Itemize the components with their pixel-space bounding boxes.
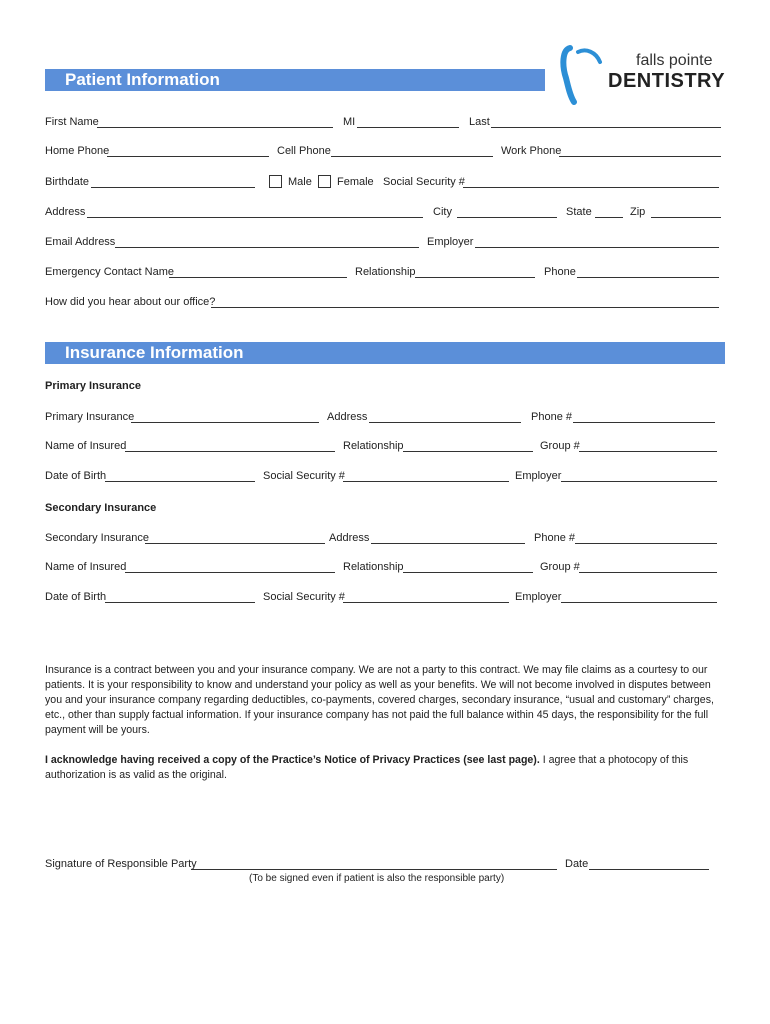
email-field[interactable]	[115, 247, 419, 248]
primary-dob-field[interactable]	[105, 481, 255, 482]
primary-insurance-heading: Primary Insurance	[45, 380, 141, 392]
row-emergency	[45, 265, 725, 281]
primary-address-label: Address	[327, 411, 368, 423]
primary-employer-field[interactable]	[561, 481, 717, 482]
home-phone-label: Home Phone	[45, 145, 110, 157]
employer-field[interactable]	[475, 247, 719, 248]
secondary-insurance-field[interactable]	[145, 543, 325, 544]
signature-field[interactable]	[191, 869, 557, 870]
logo-line1: falls pointe	[636, 52, 713, 69]
city-field[interactable]	[457, 217, 557, 218]
cell-phone-field[interactable]	[331, 156, 493, 157]
patient-info-heading: Patient Information	[45, 69, 545, 91]
emergency-field[interactable]	[169, 277, 347, 278]
row-primary-insured	[45, 439, 725, 455]
female-label: Female	[337, 176, 374, 188]
secondary-insurance-label: Secondary Insurance	[45, 532, 149, 544]
work-phone-field[interactable]	[559, 156, 721, 157]
primary-insurance-label: Primary Insurance	[45, 411, 135, 423]
tooth-logo-icon	[560, 44, 608, 106]
row-signature	[45, 857, 725, 873]
logo-line2: DENTISTRY	[608, 70, 726, 92]
privacy-ack-rest: I agree that a photocopy of this authorization is as valid as the original.	[45, 754, 689, 781]
ssn-field[interactable]	[463, 187, 719, 188]
row-referral	[45, 295, 725, 311]
first-name-label: First Name	[45, 116, 99, 128]
referral-label: How did you hear about our office?	[45, 296, 216, 308]
row-primary-dob	[45, 469, 725, 485]
secondary-phone-label: Phone #	[534, 532, 575, 544]
address-label: Address	[45, 206, 86, 218]
primary-phone-field[interactable]	[573, 422, 715, 423]
secondary-employer-field[interactable]	[561, 602, 717, 603]
row-address	[45, 205, 725, 221]
ssn-label: Social Security #	[383, 176, 465, 188]
primary-dob-label: Date of Birth	[45, 470, 107, 482]
zip-field[interactable]	[651, 217, 721, 218]
primary-relationship-field[interactable]	[403, 451, 533, 452]
home-phone-field[interactable]	[107, 156, 269, 157]
row-name	[45, 115, 725, 131]
signature-label: Signature of Responsible Party	[45, 858, 197, 870]
secondary-address-field[interactable]	[371, 543, 525, 544]
birthdate-field[interactable]	[91, 187, 255, 188]
female-checkbox[interactable]	[318, 175, 331, 188]
row-email	[45, 235, 725, 251]
secondary-dob-field[interactable]	[105, 602, 255, 603]
primary-employer-label: Employer	[515, 470, 562, 482]
emergency-label: Emergency Contact Name	[45, 266, 174, 278]
secondary-ssn-field[interactable]	[343, 602, 509, 603]
state-label: State	[566, 206, 592, 218]
primary-group-label: Group #	[540, 440, 580, 452]
referral-field[interactable]	[211, 307, 719, 308]
primary-name-insured-label: Name of Insured	[45, 440, 127, 452]
secondary-employer-label: Employer	[515, 591, 562, 603]
phone-field[interactable]	[577, 277, 719, 278]
secondary-ssn-label: Social Security #	[263, 591, 345, 603]
secondary-address-label: Address	[329, 532, 370, 544]
secondary-group-label: Group #	[540, 561, 580, 573]
mi-label: MI	[343, 116, 356, 128]
work-phone-label: Work Phone	[501, 145, 562, 157]
insurance-disclaimer: Insurance is a contract between you and your insurance company. We are not a party to this contract. We may file claims as a courtesy to our patients. It is your responsibility to know and understand your policy as well as your benefits. We will not become involved in disputes between you and your insurance company regarding deductibles, co-payments, covered charges, secondary insurance, “usual and customary” charges, etc., other than supply factual information. If your insurance company has not paid the full balance within 45 days, the responsibility for the full payment will be yours.	[45, 664, 714, 736]
secondary-dob-label: Date of Birth	[45, 591, 107, 603]
primary-ssn-label: Social Security #	[263, 470, 345, 482]
last-field[interactable]	[491, 127, 721, 128]
primary-group-field[interactable]	[579, 451, 717, 452]
signature-note: (To be signed even if patient is also the responsible party)	[249, 873, 505, 884]
row-secondary-insurance	[45, 531, 725, 547]
employer-label: Employer	[427, 236, 474, 248]
cell-phone-label: Cell Phone	[277, 145, 331, 157]
row-phones	[45, 144, 725, 160]
row-birthdate	[45, 175, 725, 191]
phone-label: Phone	[544, 266, 576, 278]
date-label: Date	[565, 858, 589, 870]
primary-address-field[interactable]	[369, 422, 521, 423]
primary-insurance-field[interactable]	[131, 422, 319, 423]
privacy-ack-bold: I acknowledge having received a copy of the Practice’s Notice of Privacy Practices (see last page).	[45, 754, 540, 766]
secondary-name-insured-field[interactable]	[125, 572, 335, 573]
relationship-label: Relationship	[355, 266, 416, 278]
address-field[interactable]	[87, 217, 423, 218]
zip-label: Zip	[630, 206, 646, 218]
male-label: Male	[288, 176, 312, 188]
row-primary-insurance	[45, 410, 725, 426]
secondary-phone-field[interactable]	[575, 543, 717, 544]
date-field[interactable]	[589, 869, 709, 870]
secondary-group-field[interactable]	[579, 572, 717, 573]
city-label: City	[433, 206, 452, 218]
primary-phone-label: Phone #	[531, 411, 572, 423]
secondary-name-insured-label: Name of Insured	[45, 561, 127, 573]
privacy-acknowledgement	[45, 753, 725, 783]
male-checkbox[interactable]	[269, 175, 282, 188]
secondary-insurance-heading: Secondary Insurance	[45, 502, 157, 514]
primary-relationship-label: Relationship	[343, 440, 404, 452]
mi-field[interactable]	[357, 127, 459, 128]
relationship-field[interactable]	[415, 277, 535, 278]
state-field[interactable]	[595, 217, 623, 218]
row-secondary-dob	[45, 590, 725, 606]
primary-name-insured-field[interactable]	[125, 451, 335, 452]
email-label: Email Address	[45, 236, 116, 248]
secondary-relationship-label: Relationship	[343, 561, 404, 573]
primary-ssn-field[interactable]	[343, 481, 509, 482]
first-name-field[interactable]	[97, 127, 333, 128]
secondary-relationship-field[interactable]	[403, 572, 533, 573]
insurance-info-heading: Insurance Information	[45, 342, 725, 364]
row-secondary-insured	[45, 560, 725, 576]
birthdate-label: Birthdate	[45, 176, 90, 188]
last-label: Last	[469, 116, 490, 128]
